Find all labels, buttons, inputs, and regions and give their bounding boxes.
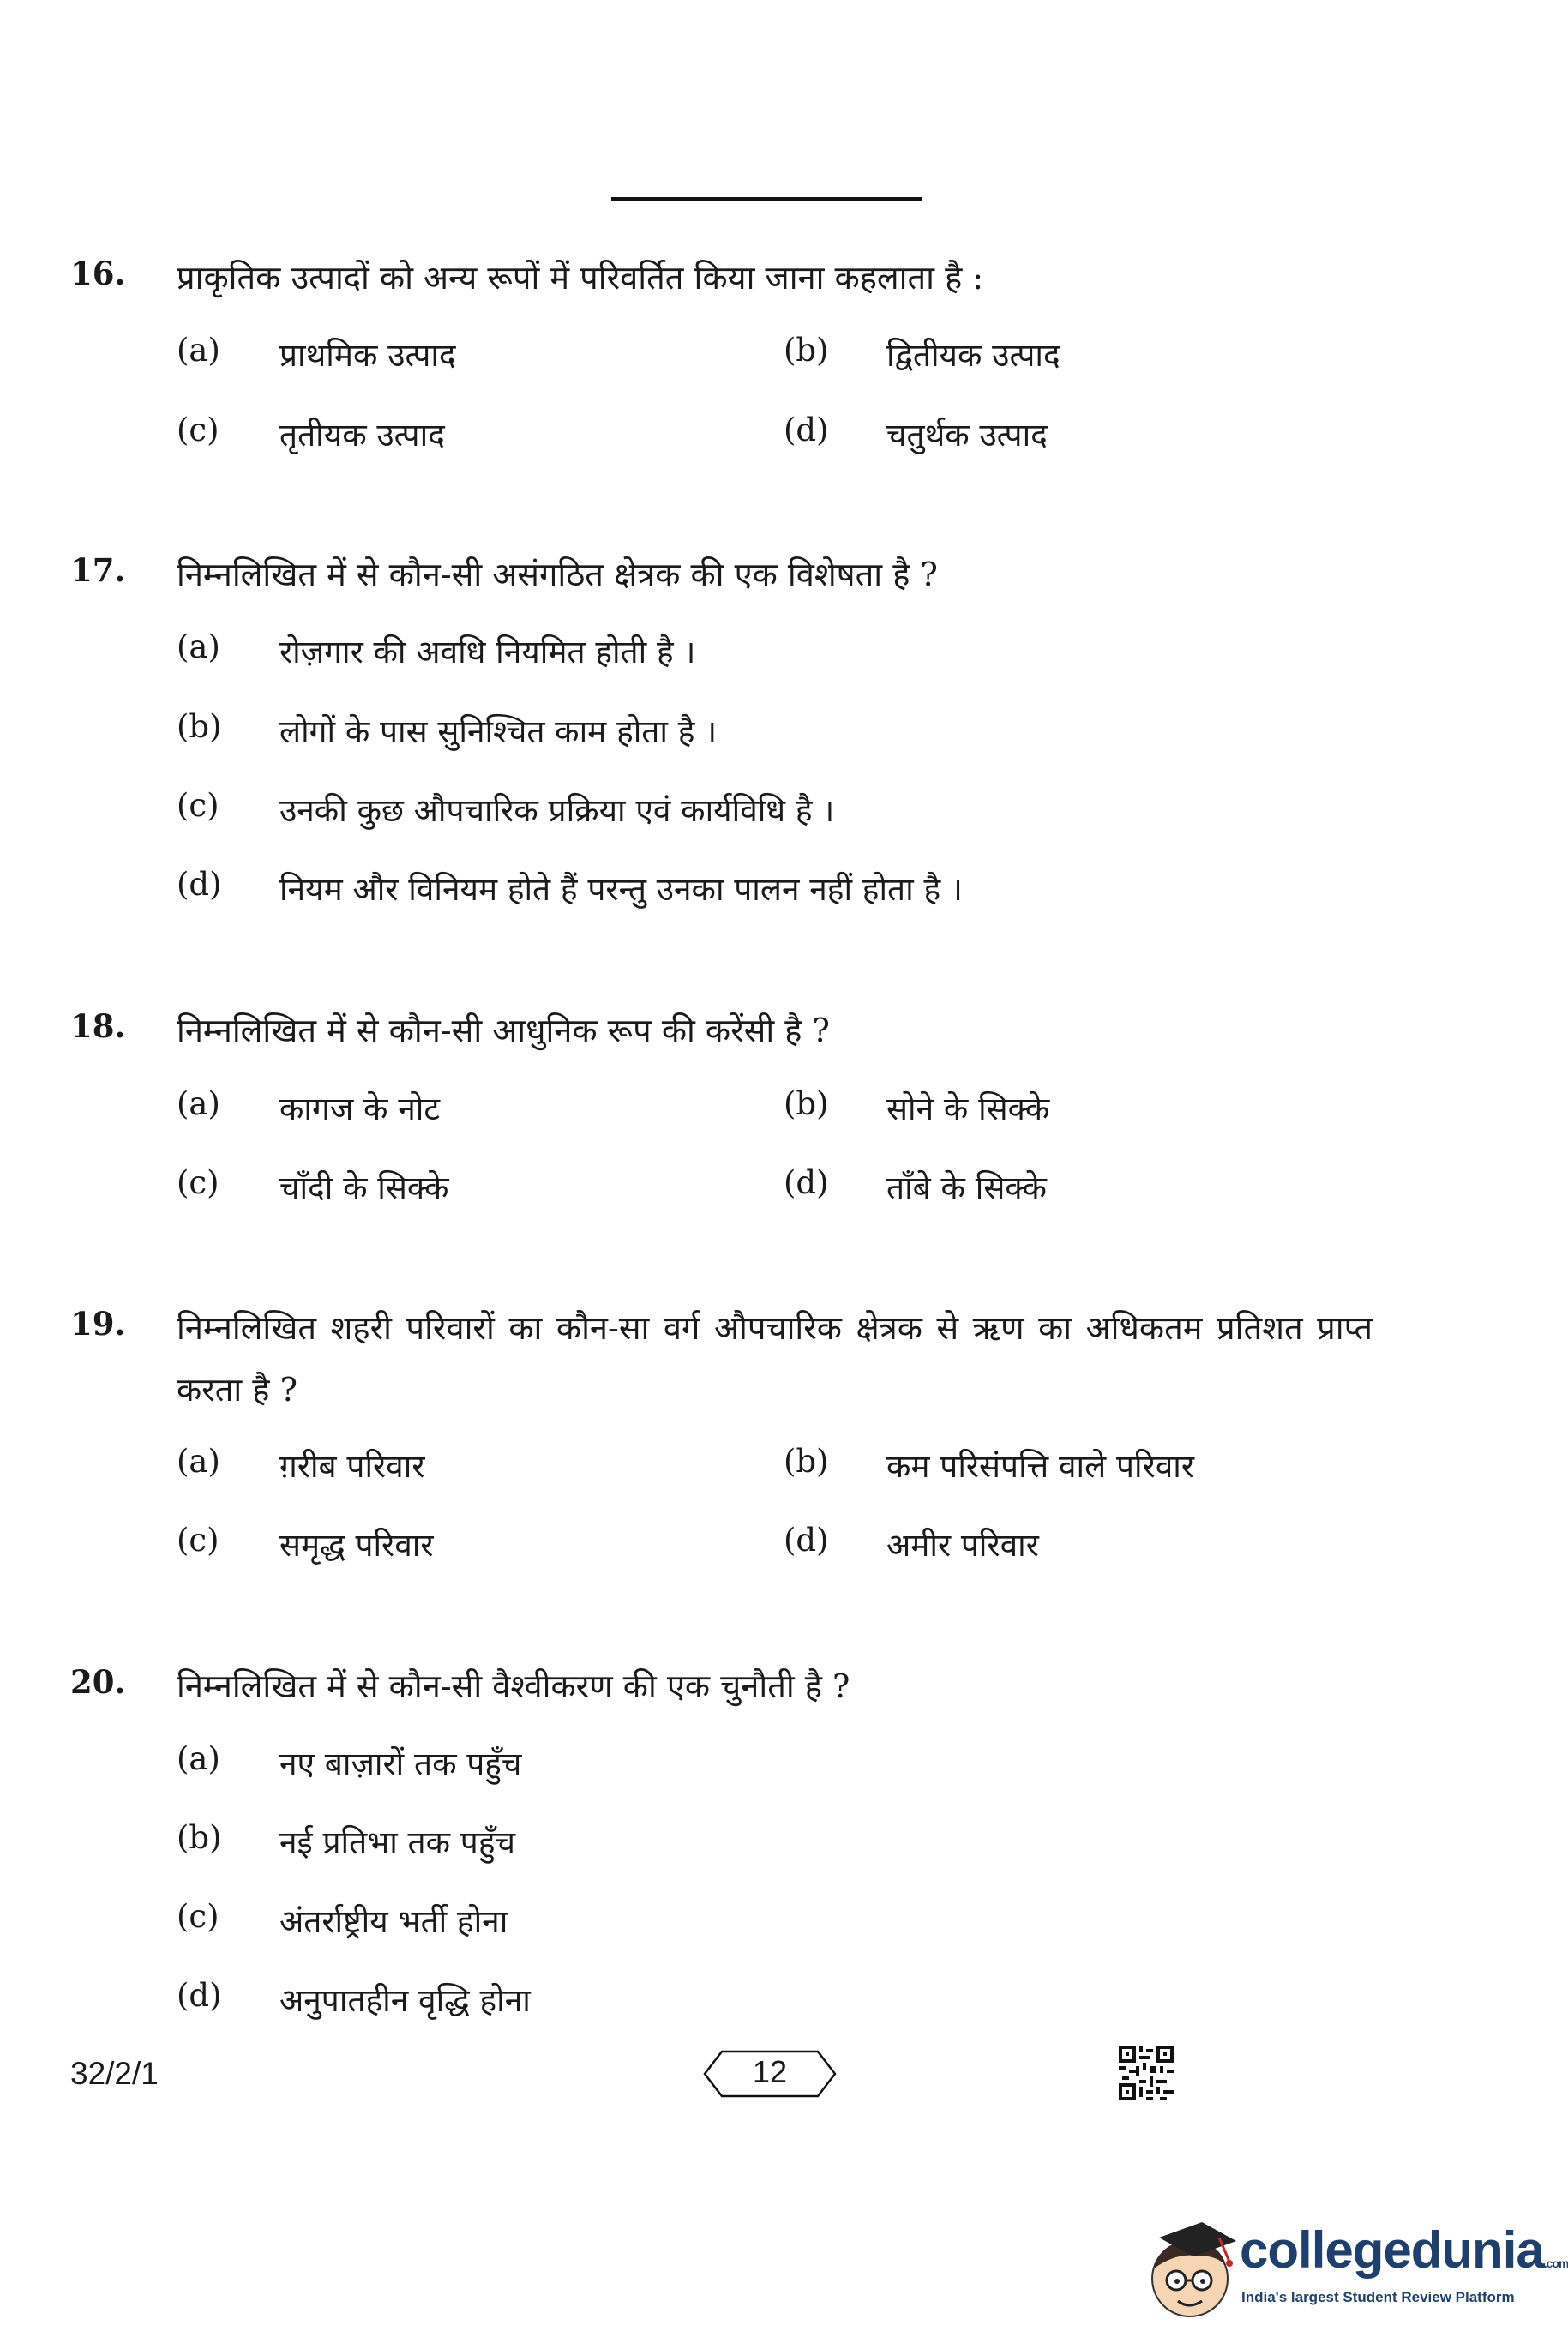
option-text: चतुर्थक उत्पाद xyxy=(886,417,1048,454)
option-label: (d) xyxy=(784,1522,829,1559)
option-label: (a) xyxy=(177,628,220,665)
option-text: प्राथमिक उत्पाद xyxy=(279,337,456,374)
option-text: नियम और विनियम होते हैं परन्तु उनका पालन नहीं होता है । xyxy=(279,871,963,908)
option-text: ताँबे के सिक्के xyxy=(886,1169,1047,1206)
option-text: अमीर परिवार xyxy=(886,1527,1039,1564)
option-label: (b) xyxy=(784,1443,829,1480)
question-text: प्राकृतिक उत्पादों को अन्य रूपों में परिवर्तित किया जाना कहलाता है : xyxy=(177,259,984,297)
option-text: कागज के नोट xyxy=(279,1090,440,1127)
brand-name: collegedunia.com xyxy=(1240,2221,1568,2279)
option-label: (a) xyxy=(177,1085,220,1122)
option-label: (a) xyxy=(177,332,220,369)
paper-code: 32/2/1 xyxy=(70,2056,159,2091)
question-text: निम्नलिखित में से कौन-सी असंगठित क्षेत्रक की एक विशेषता है ? xyxy=(177,556,938,593)
option-label: (b) xyxy=(177,708,222,745)
page-number-tag xyxy=(703,2049,837,2099)
option-label: (d) xyxy=(784,412,829,448)
student-mascot-icon xyxy=(1140,2212,1243,2332)
collegedunia-watermark xyxy=(1140,2212,1568,2332)
question-text: निम्नलिखित में से कौन-सी आधुनिक रूप की करेंसी है ? xyxy=(177,1012,830,1049)
option-label: (d) xyxy=(177,1977,222,2014)
question-number: 17. xyxy=(70,551,126,589)
option-label: (c) xyxy=(177,1898,219,1935)
option-text: अंतर्राष्ट्रीय भर्ती होना xyxy=(279,1903,508,1940)
option-text: तृतीयक उत्पाद xyxy=(279,417,445,454)
qr-code-icon xyxy=(1119,2046,1174,2100)
section-divider-rule xyxy=(611,197,922,201)
option-text: उनकी कुछ औपचारिक प्रक्रिया एवं कार्यविधि है । xyxy=(279,792,835,829)
option-label: (b) xyxy=(177,1819,222,1856)
question-number: 19. xyxy=(70,1305,126,1343)
option-text: सोने के सिक्के xyxy=(886,1090,1050,1127)
option-label: (d) xyxy=(177,866,222,903)
option-label: (d) xyxy=(784,1164,829,1201)
question-number: 18. xyxy=(70,1007,126,1045)
page-number: 12 xyxy=(752,2054,788,2089)
option-text: चाँदी के सिक्के xyxy=(279,1169,449,1206)
option-label: (b) xyxy=(784,1085,829,1122)
option-text: रोज़गार की अवधि नियमित होती है । xyxy=(279,634,696,670)
option-text: अनुपातहीन वृद्धि होना xyxy=(279,1982,531,2019)
option-label: (c) xyxy=(177,787,219,824)
option-text: लोगों के पास सुनिश्चित काम होता है । xyxy=(279,713,718,750)
option-label: (a) xyxy=(177,1443,220,1480)
option-text: नए बाज़ारों तक पहुँच xyxy=(279,1745,522,1782)
brand-suffix: .com xyxy=(1543,2256,1568,2270)
question-number: 16. xyxy=(70,255,126,292)
option-label: (b) xyxy=(784,332,829,369)
option-label: (a) xyxy=(177,1740,220,1777)
option-text: ग़रीब परिवार xyxy=(279,1448,425,1485)
question-number: 20. xyxy=(70,1663,126,1701)
option-text: नई प्रतिभा तक पहुँच xyxy=(279,1824,515,1861)
question-text: निम्नलिखित में से कौन-सी वैश्वीकरण की एक चुनौती है ? xyxy=(177,1667,850,1705)
brand-tagline: India's largest Student Review Platform xyxy=(1241,2289,1515,2305)
option-label: (c) xyxy=(177,412,219,448)
option-label: (c) xyxy=(177,1164,219,1201)
option-text: कम परिसंपत्ति वाले परिवार xyxy=(886,1448,1194,1485)
question-text: निम्नलिखित शहरी परिवारों का कौन-सा वर्ग औपचारिक क्षेत्रक से ऋण का अधिकतम प्रतिशत प्राप्त करता है ? xyxy=(177,1309,1373,1409)
option-label: (c) xyxy=(177,1522,219,1559)
option-text: द्वितीयक उत्पाद xyxy=(886,337,1060,374)
option-text: समृद्ध परिवार xyxy=(279,1527,434,1564)
